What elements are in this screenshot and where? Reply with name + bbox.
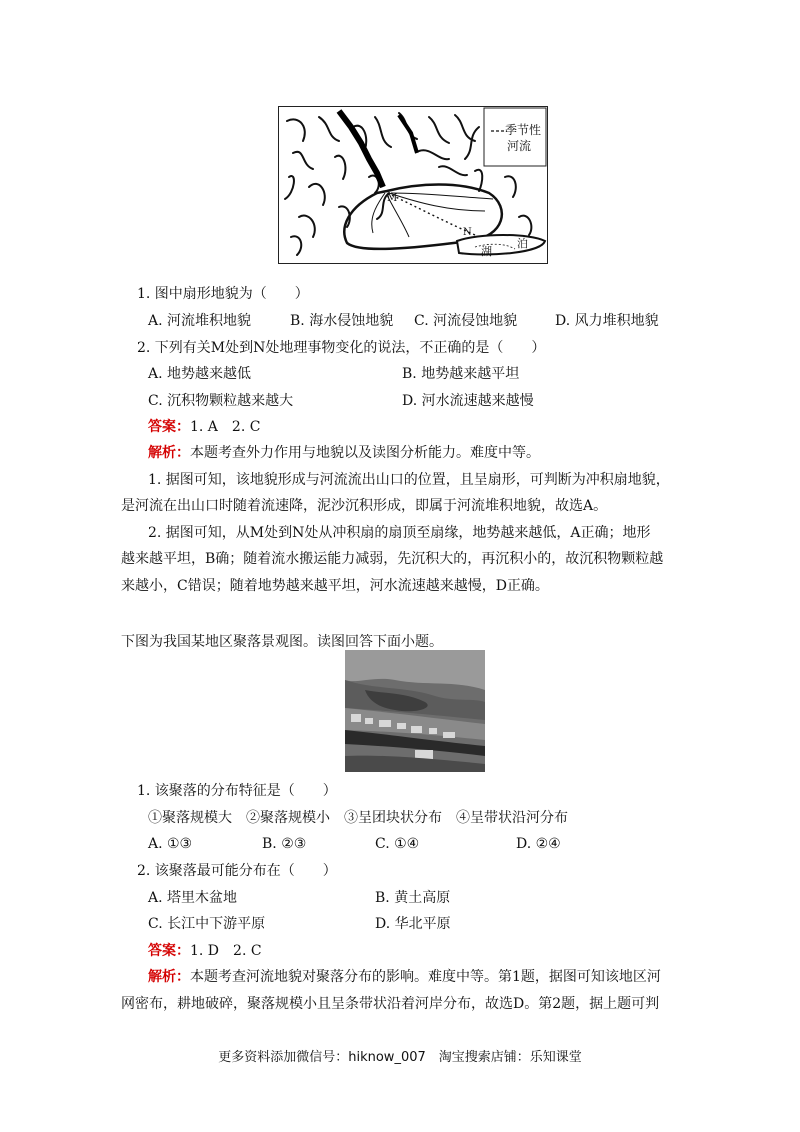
s1-q2-option-a: A. 地势越来越低 [148, 366, 252, 382]
s2-question-1: 1. 该聚落的分布特征是（ ） [137, 783, 337, 799]
s1-q2-option-d: D. 河水流速越来越慢 [402, 393, 534, 409]
s2-intro: 下图为我国某地区聚落景观图。读图回答下面小题。 [121, 634, 443, 650]
s1-q1-option-d: D. 风力堆积地貌 [555, 313, 659, 329]
s2-analysis-line1: 本题考查河流地貌对聚落分布的影响。难度中等。第1题，据图可知该地区河 [190, 969, 661, 985]
lake-label-1: 湖 [481, 245, 492, 258]
s2-question-2: 2. 该聚落最可能分布在（ ） [137, 863, 337, 879]
s1-question-1: 1. 图中扇形地貌为（ ） [137, 286, 309, 302]
s2-answer-text: 1. D 2. C [190, 943, 262, 959]
s1-para2-line3: 来越小，C错误；随着地势越来越平坦，河水流速越来越慢，D正确。 [121, 578, 549, 594]
s1-q1-option-c: C. 河流侵蚀地貌 [414, 313, 518, 329]
s1-answer-text: 1. A 2. C [190, 419, 261, 435]
s1-para1-line1: 1. 据图可知，该地貌形成与河流流出山口的位置，且呈扇形，可判断为冲积扇地貌， [148, 472, 670, 488]
point-m-label: M [387, 193, 398, 204]
s2-q1-option-a: A. ①③ [148, 836, 193, 852]
s2-q1-option-d: D. ②④ [516, 836, 561, 852]
s2-q1-option-b: B. ②③ [262, 836, 307, 852]
s2-analysis-label: 解析： [148, 969, 190, 985]
s1-answer [148, 417, 260, 437]
page-footer: 更多资料添加微信号：hiknow_007 淘宝搜索店铺：乐知课堂 [218, 1050, 582, 1065]
s2-q2-option-a: A. 塔里木盆地 [148, 890, 238, 906]
s2-q2-option-d: D. 华北平原 [375, 916, 451, 932]
s1-analysis-text: 本题考查外力作用与地貌以及读图分析能力。难度中等。 [190, 445, 540, 461]
s1-para1-line2: 是河流在出山口时随着流速降，泥沙沉积形成，即属于河流堆积地貌，故选A。 [121, 498, 608, 514]
s2-q2-option-c: C. 长江中下游平原 [148, 916, 266, 932]
s2-analysis [148, 967, 661, 987]
s1-question-2: 2. 下列有关M处到N处地理事物变化的说法，不正确的是（ ） [137, 340, 546, 356]
settlement-photo-drawing [345, 650, 485, 772]
s1-answer-label: 答案： [148, 419, 190, 435]
point-n-label: N [463, 227, 472, 238]
legend-label-line2: 河流 [507, 139, 532, 153]
s1-q2-option-c: C. 沉积物颗粒越来越大 [148, 393, 294, 409]
s2-q1-items: ①聚落规模大 ②聚落规模小 ③呈团块状分布 ④呈带状沿河分布 [148, 810, 568, 826]
s2-q2-option-b: B. 黄土高原 [375, 890, 451, 906]
s1-para2-line1: 2. 据图可知，从M处到N处从冲积扇的扇顶至扇缘，地势越来越低，A正确；地形 [148, 525, 651, 541]
settlement-photo [345, 650, 485, 772]
s1-analysis [148, 443, 540, 463]
alluvial-fan-map [278, 106, 548, 264]
s2-answer [148, 941, 262, 961]
s2-analysis-line2: 网密布，耕地破碎，聚落规模小且呈条带状沿着河岸分布，故选D。第2题，据上题可判 [121, 996, 660, 1012]
legend-label-line1: 季节性 [505, 123, 542, 137]
s2-q1-option-c: C. ①④ [375, 836, 420, 852]
lake-label-2: 泊 [517, 237, 528, 250]
s1-analysis-label: 解析： [148, 445, 190, 461]
s1-q2-option-b: B. 地势越来越平坦 [402, 366, 520, 382]
s1-q1-option-a: A. 河流堆积地貌 [148, 313, 252, 329]
s2-answer-label: 答案： [148, 943, 190, 959]
s1-para2-line2: 越来越平坦，B确；随着流水搬运能力减弱，先沉积大的，再沉积小的，故沉积物颗粒越 [121, 551, 664, 567]
s1-q1-option-b: B. 海水侵蚀地貌 [290, 313, 394, 329]
